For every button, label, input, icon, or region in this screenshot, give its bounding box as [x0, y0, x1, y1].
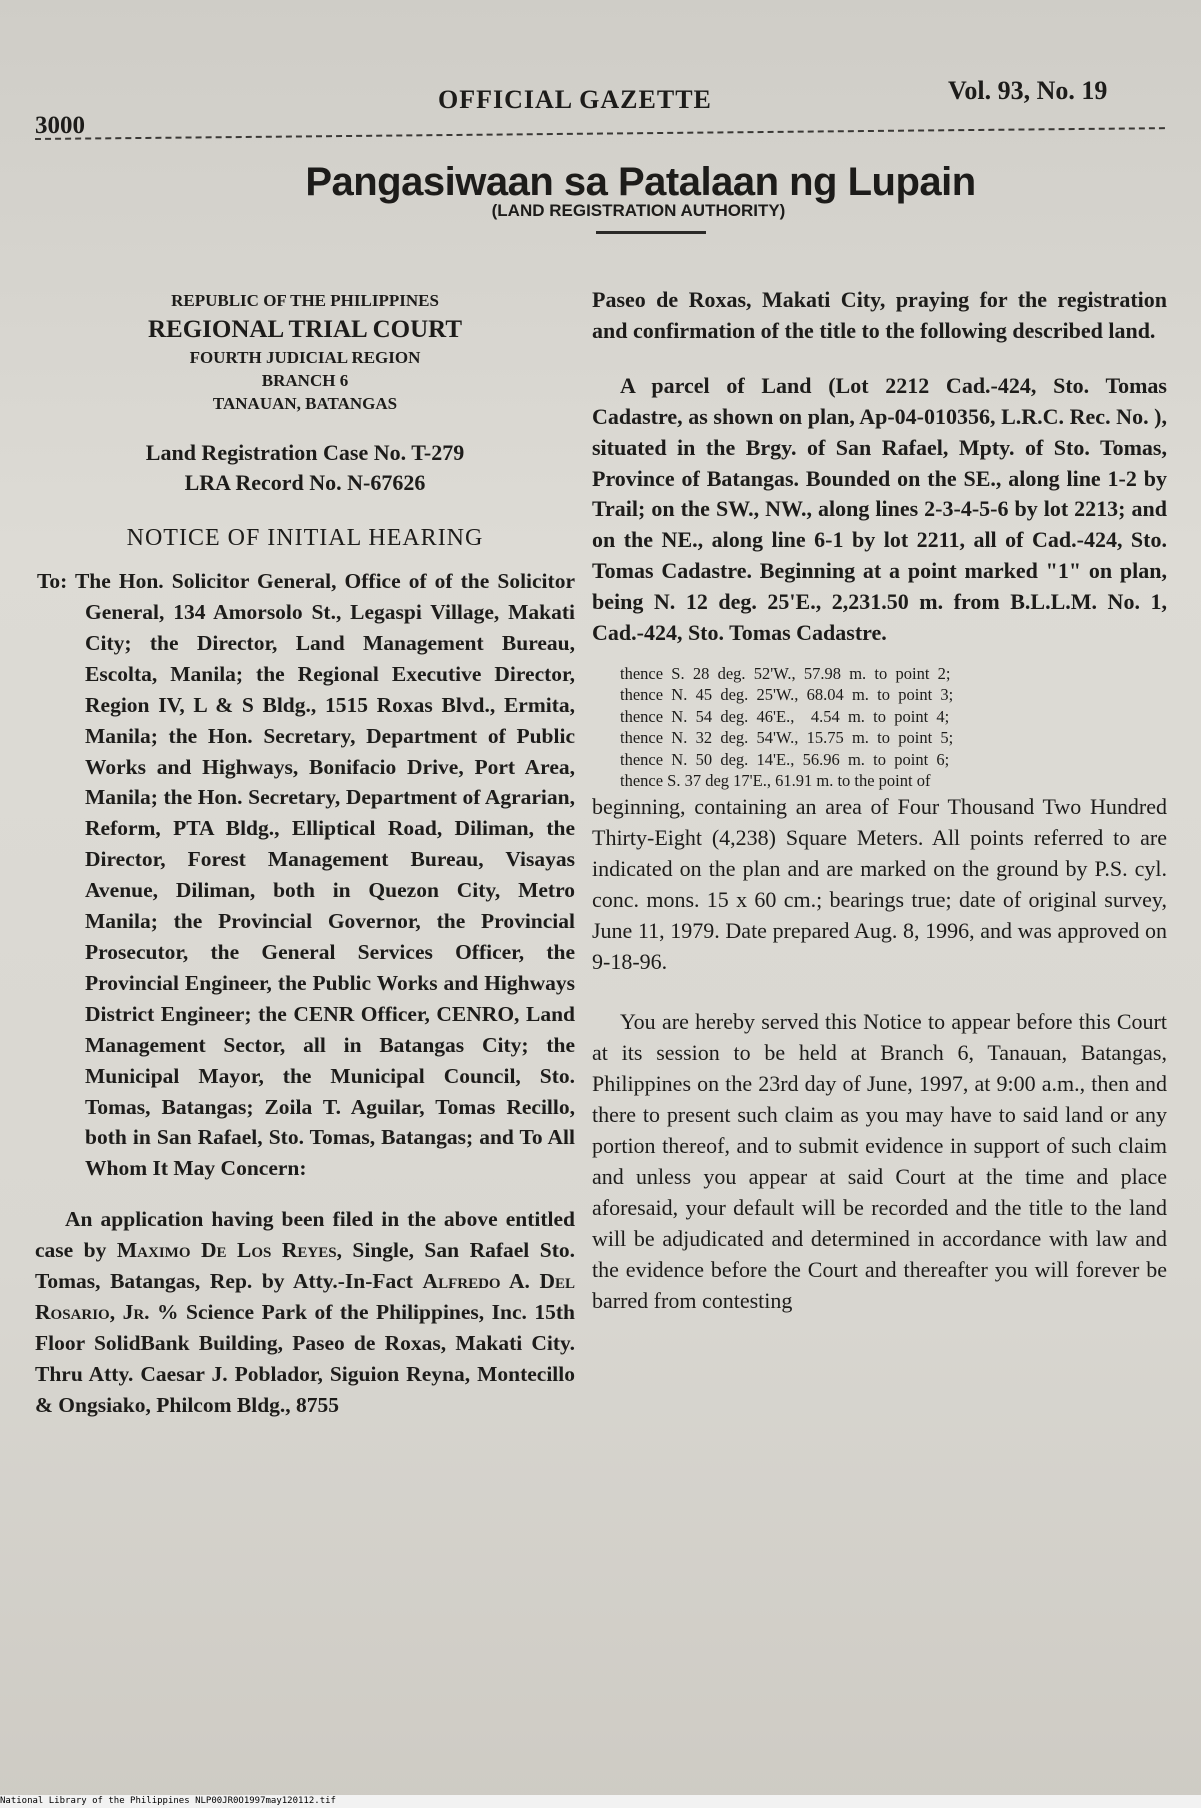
court-branch: BRANCH 6 [261, 370, 349, 390]
land-description: A parcel of Land (Lot 2212 Cad.-424, Sto. Tomas Cadastre, as shown on plan, Ap-04-010356, L.R.C. Rec. No. ), situated in the Brgy. of San Rafael, Mpty. of Sto. Tomas, Province of Batangas. Bounded on the SE., along line 1-2 by Trail; on the SW., NW., along lines 2-3-4-5-6 by lot 2213; and on the NE., along line 6-1 by lot 2211, all of Cad.-424, Sto. Tomas Cadastre. Beginning at a point marked "1" on plan, being N. 12 deg. 25'E., 2,231.50 m. from B.L.L.M. No. 1, Cad.-424, Sto. Tomas Cadastre. [592, 372, 1167, 646]
bearing-line: thence S. 37 deg 17'E., 61.91 m. to the point of [620, 771, 931, 791]
application-continued: Paseo de Roxas, Makati City, praying for the registration and confirmation of the title to the following described land. [592, 287, 1167, 343]
left-column [35, 290, 575, 1421]
bearing-line: thence N. 54 deg. 46'E., 4.54 m. to point 4; [620, 706, 950, 726]
scan-footer: National Library of the Philippines NLP00JR0O1997may120112.tif [0, 1795, 1201, 1808]
bearing-line: thence N. 50 deg. 14'E., 56.96 m. to point 6; [620, 749, 950, 769]
case-block [35, 438, 575, 500]
application-text-3: % Science Park of the Philippines, Inc. 15th Floor SolidBank Building, Paseo de Roxas, Makati City. Thru Atty. Caesar J. Poblador, Siguion Reyna, Montecillo & Ongsiako, Philcom Bldg., 8755 [35, 1300, 576, 1418]
area-description: beginning, containing an area of Four Thousand Two Hundred Thirty-Eight (4,238) Square Meters. All points referred to are indicated on the plan and are marked on the ground by P.S. cyl. conc. mons. 15 x 60 cm.; bearings true; date of original survey, June 11, 1979. Date prepared Aug. 8, 1996, and was approved on 9-18-96. [592, 793, 1167, 974]
right-column [592, 285, 1167, 1316]
court-block [35, 290, 575, 416]
header-rule [35, 127, 1165, 140]
to-label: To: [37, 569, 68, 594]
page-number: 3000 [35, 112, 85, 139]
volume-number: Vol. 93, No. 19 [948, 76, 1108, 105]
addressees [35, 566, 575, 1184]
notice-title: NOTICE OF INITIAL HEARING [126, 525, 484, 552]
case-number: Land Registration Case No. T-279 [145, 439, 465, 465]
agency-name: Pangasiwaan sa Patalaan ng Lupain [305, 160, 976, 204]
agency-heading [0, 160, 1201, 234]
bearings-list [592, 663, 1167, 792]
court-location: TANAUAN, BATANGAS [212, 393, 398, 413]
hearing-notice: You are hereby served this Notice to appear before this Court at its session to be held at Branch 6, Tanauan, Batangas, Philippines on the 23rd day of June, 1997, at 9:00 a.m., then and there to present such claim as you may have to said land or any portion thereof, and to submit evidence in support of such claim and unless you appear at said Court at the time and place aforesaid, your default will be recorded and the title to the land will be adjudicated and determined in accordance with law and the evidence before the Court and thereafter you will forever be barred from contesting [592, 1009, 1167, 1313]
application-text-2: , Single, San Rafael Sto. Tomas, Batangas, Rep. by Atty.-In-Fact [35, 1238, 576, 1294]
bearing-line: thence N. 32 deg. 54'W., 15.75 m. to point 5; [620, 728, 954, 748]
agency-english-name: (LAND REGISTRATION AUTHORITY) [491, 201, 786, 220]
application-paragraph [35, 1204, 575, 1421]
bearing-line: thence S. 28 deg. 52'W., 57.98 m. to point 2; [620, 663, 951, 683]
court-region: FOURTH JUDICIAL REGION [189, 347, 421, 367]
attorney-name: Alfredo A. Del Rosario, Jr. [35, 1269, 575, 1325]
lra-record-number: LRA Record No. N-67626 [184, 470, 426, 496]
publication-title: OFFICIAL GAZETTE [438, 85, 712, 114]
agency-rule [596, 231, 706, 234]
applicant-name: Maximo De Los Reyes [116, 1238, 337, 1263]
court-name: REGIONAL TRIAL COURT [147, 315, 462, 343]
addressees-text: The Hon. Solicitor General, Office of of the Solicitor General, 134 Amorsolo St., Legaspi Village, Makati City; the Director, Land Management Bureau, Escolta, Manila; the Regional Executive Director, Region IV, L & S Bldg., 1515 Roxas Blvd., Ermita, Manila; the Hon. Secretary, Department of Public Works and Highways, Bonifacio Drive, Port Area, Manila; the Hon. Secretary, Department of Agrarian, Reform, PTA Bldg., Elliptical Road, Diliman, the Director, Forest Management Bureau, Visayas Avenue, Diliman, both in Quezon City, Metro Manila; the Provincial Governor, the Provincial Prosecutor, the General Services Officer, the Provincial Engineer, the Public Works and Highways District Engineer; the CENR Officer, CENRO, Land Management Sector, all in Batangas City; the Municipal Mayor, the Municipal Council, Sto. Tomas, Batangas; Zoila T. Aguilar, Tomas Recillo, both in San Rafael, Sto. Tomas, Batangas; and To All Whom It May Concern: [74, 569, 575, 1181]
application-text-1: An application having been filed in the above entitled case by [35, 1207, 575, 1263]
court-republic: REPUBLIC OF THE PHILIPPINES [171, 291, 439, 310]
bearing-line: thence N. 45 deg. 25'W., 68.04 m. to point 3; [620, 685, 954, 705]
